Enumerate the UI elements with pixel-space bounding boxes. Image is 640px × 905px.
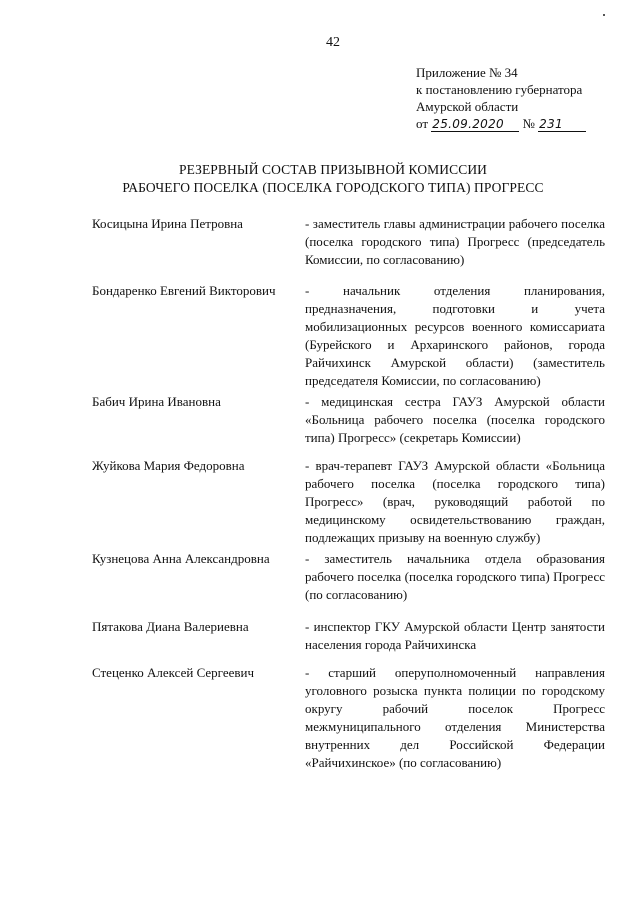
appendix-block [416,64,626,132]
handwritten-number: 231 [538,117,586,132]
member-role: - начальник отделения планирования, предназначения, подготовки и учета мобилизационных ресурсов военного комиссариата (Бурейского и Архаринского районов, города Райчихинск Амурской области) (заместитель председателя Комиссии, по согласованию) [305,283,605,388]
title-line-1: РЕЗЕРВНЫЙ СОСТАВ ПРИЗЫВНОЙ КОМИССИИ [178,162,488,177]
member-name: Бабич Ирина Ивановна [92,394,221,409]
member-role: - врач-терапевт ГАУЗ Амурской области «Больница рабочего поселка (поселка городского типа) Прогресс» (врач, руководящий работой по медицинскому освидетельствованию граждан, подлежащих призыву на военную службу) [305,458,605,545]
member-name: Пятакова Диана Валериевна [92,619,249,634]
member-role: - заместитель главы администрации рабочего поселка (поселка городского типа) Прогресс (председатель Комиссии, по согласованию) [305,216,605,267]
handwritten-date: 25.09.2020 [431,117,519,132]
document-title [0,161,640,197]
member-name: Стеценко Алексей Сергеевич [92,665,255,680]
date-prefix: от [416,116,429,131]
scan-speck [603,14,605,16]
member-name: Кузнецова Анна Александровна [92,551,270,566]
member-role: - медицинская сестра ГАУЗ Амурской области «Больница рабочего поселка (поселка городского типа) Прогресс» (секретарь Комиссии) [305,394,605,445]
member-name: Косицына Ирина Петровна [92,216,243,231]
page-number: 42 [326,35,340,50]
number-prefix: № [522,116,535,131]
member-role: - старший оперуполномоченный направления уголовного розыска пункта полиции по городскому округу рабочий поселок Прогресс межмуниципального отделения Министерства внутренних дел Российской Федерации «Райчихинское» (по согласованию) [305,665,605,770]
appendix-line-2: к постановлению губернатора [416,82,583,97]
title-line-2: РАБОЧЕГО ПОСЕЛКА (ПОСЕЛКА ГОРОДСКОГО ТИПА) ПРОГРЕСС [122,180,544,195]
appendix-line-1: Приложение № 34 [416,65,518,80]
appendix-line-3: Амурской области [416,99,519,114]
member-role: - инспектор ГКУ Амурской области Центр занятости населения города Райчихинска [305,619,605,652]
member-name: Бондаренко Евгений Викторович [92,283,276,298]
appendix-date-line [416,115,626,132]
member-name: Жуйкова Мария Федоровна [92,458,245,473]
member-role: - заместитель начальника отдела образования рабочего поселка (поселка городского типа) Прогресс (по согласованию) [305,551,605,602]
